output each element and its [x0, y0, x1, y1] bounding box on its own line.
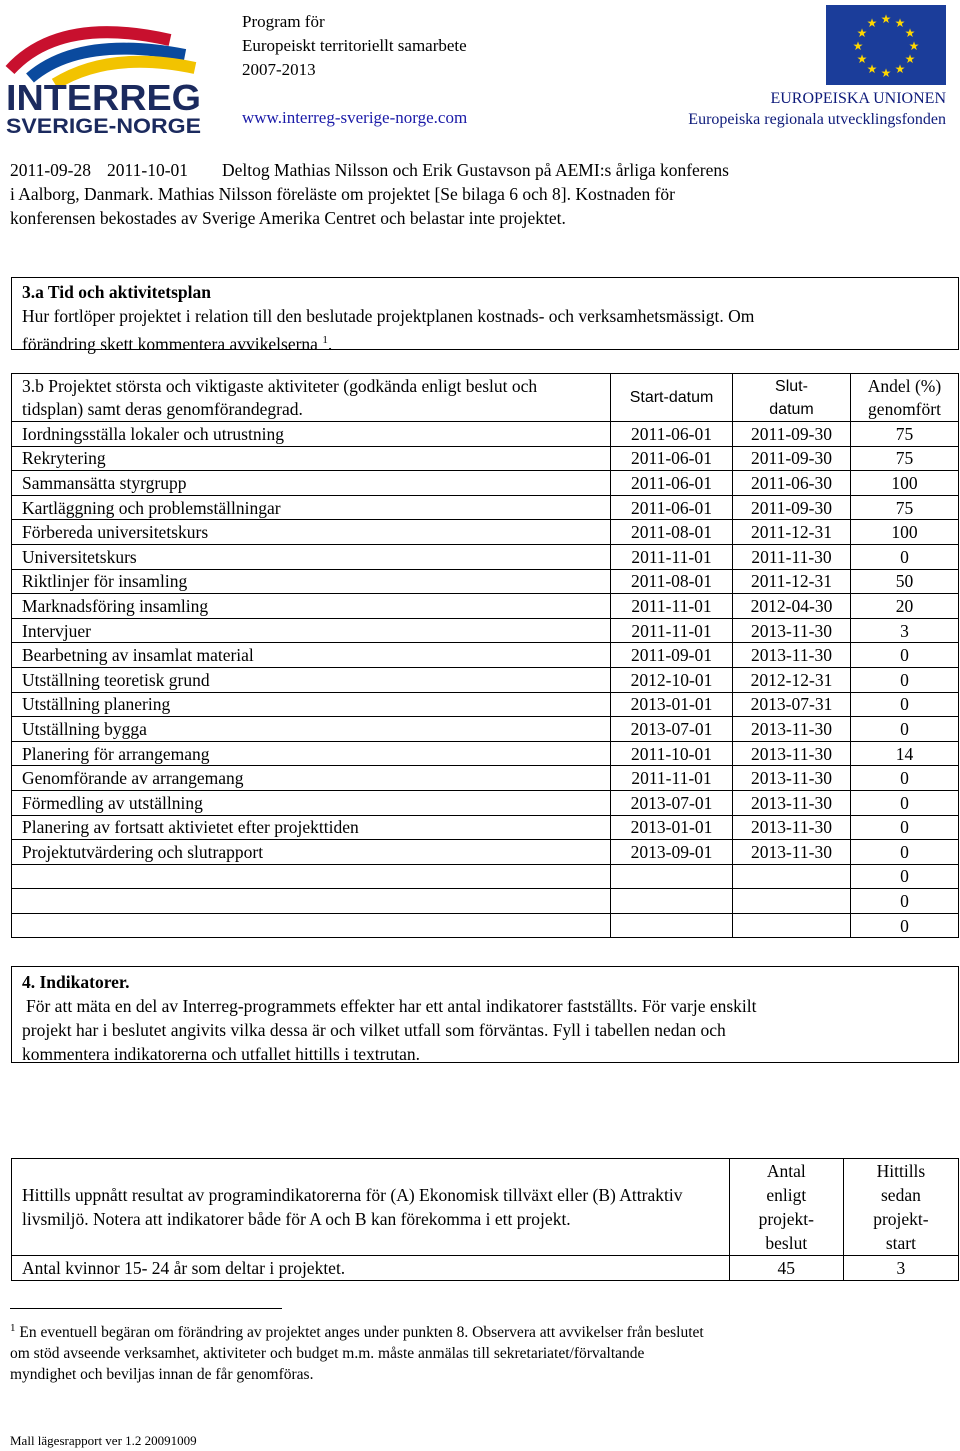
activity-name[interactable]: Planering för arrangemang [12, 741, 611, 766]
activity-percent[interactable]: 0 [851, 815, 959, 840]
col-percent-1: Andel (%) [867, 375, 942, 396]
indicator-col-planned-3: projekt- [758, 1209, 814, 1229]
indicator-col-actual-1: Hittills [876, 1161, 926, 1181]
activity-row [12, 692, 959, 717]
activity-percent[interactable]: 75 [851, 422, 959, 447]
activity-start[interactable]: 2011-06-01 [611, 495, 733, 520]
activity-percent[interactable]: 75 [851, 495, 959, 520]
activity-start[interactable]: 2011-10-01 [611, 741, 733, 766]
activity-end[interactable]: 2013-11-30 [733, 717, 851, 742]
col-percent-2: genomfört [868, 398, 941, 419]
activity-percent[interactable]: 0 [851, 643, 959, 668]
activity-end[interactable]: 2013-11-30 [733, 766, 851, 791]
activity-start[interactable]: 2011-06-01 [611, 422, 733, 447]
footnote-divider [10, 1308, 282, 1309]
activity-percent[interactable]: 100 [851, 471, 959, 496]
activity-start[interactable]: 2013-01-01 [611, 692, 733, 717]
svg-text:★: ★ [880, 12, 892, 26]
intro-line-1: Deltog Mathias Nilsson och Erik Gustavson på AEMI:s årliga konferens [222, 160, 729, 180]
activity-name[interactable]: Riktlinjer för insamling [12, 569, 611, 594]
activity-percent[interactable]: 75 [851, 446, 959, 471]
activity-row [12, 594, 959, 619]
indicator-row [12, 1256, 959, 1281]
activity-end[interactable]: 2013-11-30 [733, 840, 851, 865]
activity-row [12, 667, 959, 692]
indicator-col-planned [729, 1159, 843, 1256]
svg-text:★: ★ [894, 16, 906, 30]
section-3a-line-2 [22, 328, 948, 356]
activity-end[interactable]: 2011-09-30 [733, 446, 851, 471]
activity-start[interactable]: 2013-07-01 [611, 790, 733, 815]
indicator-row-label: Antal kvinnor 15- 24 år som deltar i projektet. [12, 1256, 730, 1281]
eu-subtitle: Europeiska regionala utvecklingsfonden [688, 111, 946, 128]
activity-name[interactable]: Universitetskurs [12, 544, 611, 569]
indicator-col-actual [843, 1159, 958, 1256]
activity-start[interactable] [611, 889, 733, 914]
activity-end[interactable]: 2013-11-30 [733, 790, 851, 815]
svg-text:★: ★ [904, 26, 916, 40]
activity-start[interactable]: 2011-11-01 [611, 766, 733, 791]
activity-percent[interactable]: 0 [851, 864, 959, 889]
col-start-date: Start-datum [611, 374, 733, 422]
activity-end[interactable]: 2012-12-31 [733, 667, 851, 692]
indicator-intro: Hittills uppnått resultat av programindikatorerna för (A) Ekonomisk tillväxt eller (B) Attraktiv livsmiljö. Notera att indikatorer både för A och B kan förekomma i ett projekt. [12, 1159, 730, 1256]
activity-start[interactable]: 2011-06-01 [611, 471, 733, 496]
footnote [10, 1318, 950, 1385]
program-line-2: Europeiskt territoriellt samarbete [242, 36, 467, 55]
svg-text:★: ★ [908, 39, 920, 53]
col-end-date-1: Slut- [775, 377, 808, 395]
activity-name[interactable]: Projektutvärdering och slutrapport [12, 840, 611, 865]
activity-percent[interactable]: 20 [851, 594, 959, 619]
activity-end[interactable]: 2013-11-30 [733, 741, 851, 766]
svg-text:★: ★ [856, 52, 868, 66]
footnote-ref[interactable]: 1 [322, 334, 328, 346]
indicator-row-planned[interactable]: 45 [729, 1256, 843, 1281]
activity-percent[interactable]: 0 [851, 692, 959, 717]
logo-subtitle: SVERIGE-NORGE [6, 115, 201, 138]
page-footer: Mall lägesrapport ver 1.2 20091009 [10, 1433, 197, 1448]
program-url-link[interactable]: www.interreg-sverige-norge.com [242, 108, 468, 127]
activity-name[interactable]: Intervjuer [12, 618, 611, 643]
program-info [242, 10, 572, 130]
activity-name[interactable] [12, 913, 611, 938]
activity-row [12, 741, 959, 766]
program-line-3: 2007-2013 [242, 60, 316, 79]
activity-end[interactable]: 2011-12-31 [733, 520, 851, 545]
section-4-line-2: projekt har i beslutet angivits vilka dessa är och vilket utfall som förväntas. Fyll i tabellen nedan och [22, 1020, 726, 1040]
activity-name[interactable]: Iordningsställa lokaler och utrustning [12, 422, 611, 447]
svg-text:★: ★ [904, 52, 916, 66]
section-4-line-1: För att mäta en del av Interreg-programmets effekter har ett antal indikatorer fastställts. För varje enskilt [26, 996, 757, 1016]
activity-row [12, 815, 959, 840]
logo-title: INTERREG [6, 77, 201, 118]
activity-name[interactable]: Sammansätta styrgrupp [12, 471, 611, 496]
svg-text:★: ★ [894, 62, 906, 76]
activity-end[interactable]: 2013-07-31 [733, 692, 851, 717]
activity-name[interactable] [12, 889, 611, 914]
activity-row [12, 864, 959, 889]
indicator-col-planned-1: Antal [766, 1161, 806, 1181]
activity-row [12, 840, 959, 865]
activity-row [12, 790, 959, 815]
activity-end[interactable]: 2013-11-30 [733, 643, 851, 668]
activity-row [12, 766, 959, 791]
svg-text:★: ★ [852, 39, 864, 53]
activity-start[interactable]: 2011-11-01 [611, 594, 733, 619]
interreg-logo [0, 0, 210, 140]
svg-text:★: ★ [880, 66, 892, 80]
activity-start[interactable]: 2011-09-01 [611, 643, 733, 668]
activity-name[interactable]: Genomförande av arrangemang [12, 766, 611, 791]
activity-row [12, 717, 959, 742]
activity-percent[interactable]: 0 [851, 913, 959, 938]
col-end-date [733, 374, 851, 422]
activity-end[interactable]: 2011-12-31 [733, 569, 851, 594]
activity-name[interactable]: Förmedling av utställning [12, 790, 611, 815]
activity-end[interactable]: 2011-06-30 [733, 471, 851, 496]
indicator-col-planned-4: beslut [765, 1233, 808, 1253]
activity-start[interactable]: 2011-11-01 [611, 618, 733, 643]
activity-row [12, 495, 959, 520]
activity-start[interactable]: 2013-07-01 [611, 717, 733, 742]
col-end-date-2: datum [769, 400, 814, 418]
activity-end[interactable]: 2011-09-30 [733, 495, 851, 520]
footnote-line-1: En eventuell begäran om förändring av projektet anges under punkten 8. Observera att avvikelser från beslutet [19, 1324, 704, 1342]
activity-row [12, 569, 959, 594]
activity-end[interactable] [733, 913, 851, 938]
activity-percent[interactable]: 0 [851, 544, 959, 569]
section-4-box [11, 966, 959, 1063]
activity-percent[interactable]: 100 [851, 520, 959, 545]
activity-start[interactable]: 2012-10-01 [611, 667, 733, 692]
intro-line-2: i Aalborg, Danmark. Mathias Nilsson föreläste om projektet [Se bilaga 6 och 8]. Kostnaden för [10, 184, 676, 204]
activity-row [12, 422, 959, 447]
activity-percent[interactable]: 0 [851, 766, 959, 791]
activity-name[interactable] [12, 864, 611, 889]
activity-end[interactable] [733, 889, 851, 914]
activity-start[interactable] [611, 913, 733, 938]
activity-name[interactable]: Utställning planering [12, 692, 611, 717]
activity-row [12, 618, 959, 643]
activity-percent[interactable]: 0 [851, 790, 959, 815]
eu-flag-icon [826, 5, 946, 85]
activity-start[interactable]: 2011-06-01 [611, 446, 733, 471]
activity-end[interactable]: 2013-11-30 [733, 815, 851, 840]
activity-start[interactable]: 2013-09-01 [611, 840, 733, 865]
activity-name[interactable]: Kartläggning och problemställningar [12, 495, 611, 520]
activity-row [12, 446, 959, 471]
intro-paragraph [10, 158, 950, 230]
activity-end[interactable]: 2012-04-30 [733, 594, 851, 619]
eu-title: EUROPEISKA UNIONEN [770, 90, 946, 107]
intro-line-3: konferensen bekostades av Sverige Amerika Centret och belastar inte projektet. [10, 208, 566, 228]
activity-name[interactable]: Planering av fortsatt aktivietet efter projekttiden [12, 815, 611, 840]
indicator-header [12, 1159, 959, 1256]
section-3a-heading: 3.a Tid och aktivitetsplan [22, 282, 211, 302]
footnote-line-3: myndighet och beviljas innan de får genomföras. [10, 1366, 314, 1384]
activity-percent[interactable]: 0 [851, 840, 959, 865]
svg-text:★: ★ [866, 16, 878, 30]
section-3a-line-1: Hur fortlöper projektet i relation till den beslutade projektplanen kostnads- och verksamhetsmässigt. Om [22, 306, 755, 326]
indicator-col-actual-3: projekt- [873, 1209, 929, 1229]
activity-name[interactable]: Marknadsföring insamling [12, 594, 611, 619]
footnote-marker: 1 [10, 1322, 16, 1334]
indicator-table [11, 1158, 959, 1281]
activity-row [12, 643, 959, 668]
indicator-col-actual-2: sedan [881, 1185, 921, 1205]
program-line-1: Program för [242, 12, 325, 31]
section-3a-line-2-end: . [327, 333, 333, 354]
activity-row [12, 544, 959, 569]
footnote-line-2: om stöd avseende verksamhet, aktiviteter och budget m.m. måste anmälas till sekretariatet/förvaltande [10, 1345, 645, 1363]
activity-end[interactable] [733, 864, 851, 889]
activity-end[interactable]: 2011-11-30 [733, 544, 851, 569]
col-percent [851, 374, 959, 422]
section-3a-box [11, 277, 959, 354]
activity-percent[interactable]: 0 [851, 717, 959, 742]
activity-start[interactable]: 2011-08-01 [611, 569, 733, 594]
activity-end[interactable]: 2013-11-30 [733, 618, 851, 643]
activity-percent[interactable]: 0 [851, 667, 959, 692]
activity-row [12, 471, 959, 496]
activity-end[interactable]: 2011-09-30 [733, 422, 851, 447]
activity-start[interactable]: 2013-01-01 [611, 815, 733, 840]
section-3a-line-2-text: förändring skett kommentera avvikelserna [22, 333, 318, 354]
svg-text:★: ★ [866, 62, 878, 76]
activity-percent[interactable]: 50 [851, 569, 959, 594]
activity-percent[interactable]: 0 [851, 889, 959, 914]
activity-start[interactable]: 2011-08-01 [611, 520, 733, 545]
activity-row [12, 889, 959, 914]
section-4-heading: 4. Indikatorer. [22, 972, 130, 992]
activity-name[interactable]: Förbereda universitetskurs [12, 520, 611, 545]
activity-row [12, 913, 959, 938]
activity-table [11, 373, 959, 938]
indicator-row-actual[interactable]: 3 [843, 1256, 958, 1281]
intro-date-start: 2011-09-28 [10, 160, 92, 180]
activity-name[interactable]: Bearbetning av insamlat material [12, 643, 611, 668]
intro-date-end: 2011-10-01 [107, 160, 189, 180]
activity-percent[interactable]: 3 [851, 618, 959, 643]
activity-name[interactable]: Rekrytering [12, 446, 611, 471]
section-4-line-3: kommentera indikatorerna och utfallet hittills i textrutan. [22, 1044, 421, 1064]
activity-name[interactable]: Utställning bygga [12, 717, 611, 742]
indicator-col-actual-4: start [885, 1233, 916, 1253]
activity-start[interactable] [611, 864, 733, 889]
activity-table-header [12, 374, 959, 422]
activity-header-desc: 3.b Projektet största och viktigaste aktiviteter (godkända enligt beslut och tidsplan) samt deras genomförandegrad. [12, 374, 611, 422]
activity-name[interactable]: Utställning teoretisk grund [12, 667, 611, 692]
activity-row [12, 520, 959, 545]
svg-text:★: ★ [856, 26, 868, 40]
indicator-col-planned-2: enligt [766, 1185, 807, 1205]
eu-caption [688, 88, 946, 130]
activity-start[interactable]: 2011-11-01 [611, 544, 733, 569]
activity-percent[interactable]: 14 [851, 741, 959, 766]
